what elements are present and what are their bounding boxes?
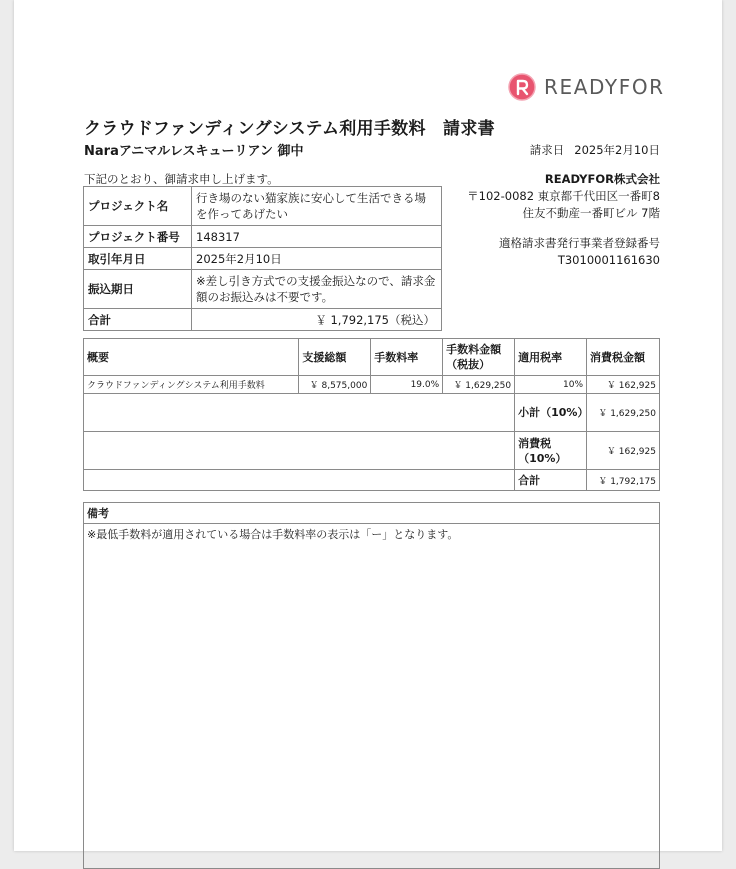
summary-total-label: 合計 [84,309,192,331]
transaction-date-label: 取引年月日 [84,248,192,270]
notes-section [83,502,660,869]
invoice-page [14,0,722,851]
project-name-value: 行き場のない猫家族に安心して生活できる場を作ってあげたい [192,187,442,226]
registration-label: 適格請求書発行事業者登録番号 [499,236,660,250]
transaction-date-value: 2025年2月10日 [192,248,442,270]
project-number-label: プロジェクト番号 [84,226,192,248]
company-address-line1: 〒102-0082 東京都千代田区一番町8 [467,189,660,203]
total-spacer [84,470,515,491]
registration-number: T3010001161630 [557,253,660,267]
summary-row [84,187,442,226]
header-description: 概要 [84,339,299,376]
item-fee-amount: ￥ 1,629,250 [443,376,515,394]
summary-table [83,186,442,331]
readyfor-mark-icon [508,73,536,101]
summary-row [84,226,442,248]
intro-text: 下記のとおり、御請求申し上げます。 [84,172,279,186]
issue-date-value: 2025年2月10日 [574,143,660,157]
table-row [84,376,660,394]
header-fee-amount: 手数料金額（税抜） [443,339,515,376]
total-value: ￥ 1,792,175 [587,470,660,491]
line-items-table [83,338,660,491]
item-fee-rate: 19.0% [371,376,443,394]
issuer-company [467,171,660,269]
tax-spacer [84,432,515,470]
total-row [84,470,660,491]
tax-value: ￥ 162,925 [587,432,660,470]
tax-row [84,432,660,470]
item-support-total: ￥ 8,575,000 [299,376,371,394]
item-tax-rate: 10% [515,376,587,394]
notes-body-row [84,524,660,869]
summary-row [84,270,442,309]
page-title: クラウドファンディングシステム利用手数料 請求書 [84,119,495,139]
header-consumption-tax: 消費税金額 [587,339,660,376]
summary-row [84,309,442,331]
subtotal-value: ￥ 1,629,250 [587,394,660,432]
table-header-row [84,339,660,376]
item-description: クラウドファンディングシステム利用手数料 [84,376,299,394]
subtotal-row [84,394,660,432]
project-number-value: 148317 [192,226,442,248]
issue-date [530,142,660,158]
notes-text: ※最低手数料が適用されている場合は手数料率の表示は「ー」となります。 [84,524,660,869]
header-support-total: 支援総額 [299,339,371,376]
brand-name: READYFOR [544,75,665,99]
item-consumption-tax: ￥ 162,925 [587,376,660,394]
notes-label: 備考 [84,503,660,524]
issue-date-label: 請求日 [529,143,565,157]
summary-total-value: ￥ 1,792,175（税込） [192,309,442,331]
summary-row [84,248,442,270]
subtotal-label: 小計（10%） [515,394,587,432]
project-name-label: プロジェクト名 [84,187,192,226]
header-tax-rate: 適用税率 [515,339,587,376]
payment-due-label: 振込期日 [84,270,192,309]
header-fee-rate: 手数料率 [371,339,443,376]
total-label: 合計 [515,470,587,491]
payment-due-value: ※差し引き方式での支援金振込なので、請求金額のお振込みは不要です。 [192,270,442,309]
brand-logo [508,72,665,102]
recipient-name: Naraアニマルレスキューリアン 御中 [84,144,304,159]
tax-label: 消費税（10%） [515,432,587,470]
company-address-line2: 住友不動産一番町ビル 7階 [522,206,660,220]
notes-header-row [84,503,660,524]
company-name: READYFOR株式会社 [544,172,660,186]
subtotal-spacer [84,394,515,432]
